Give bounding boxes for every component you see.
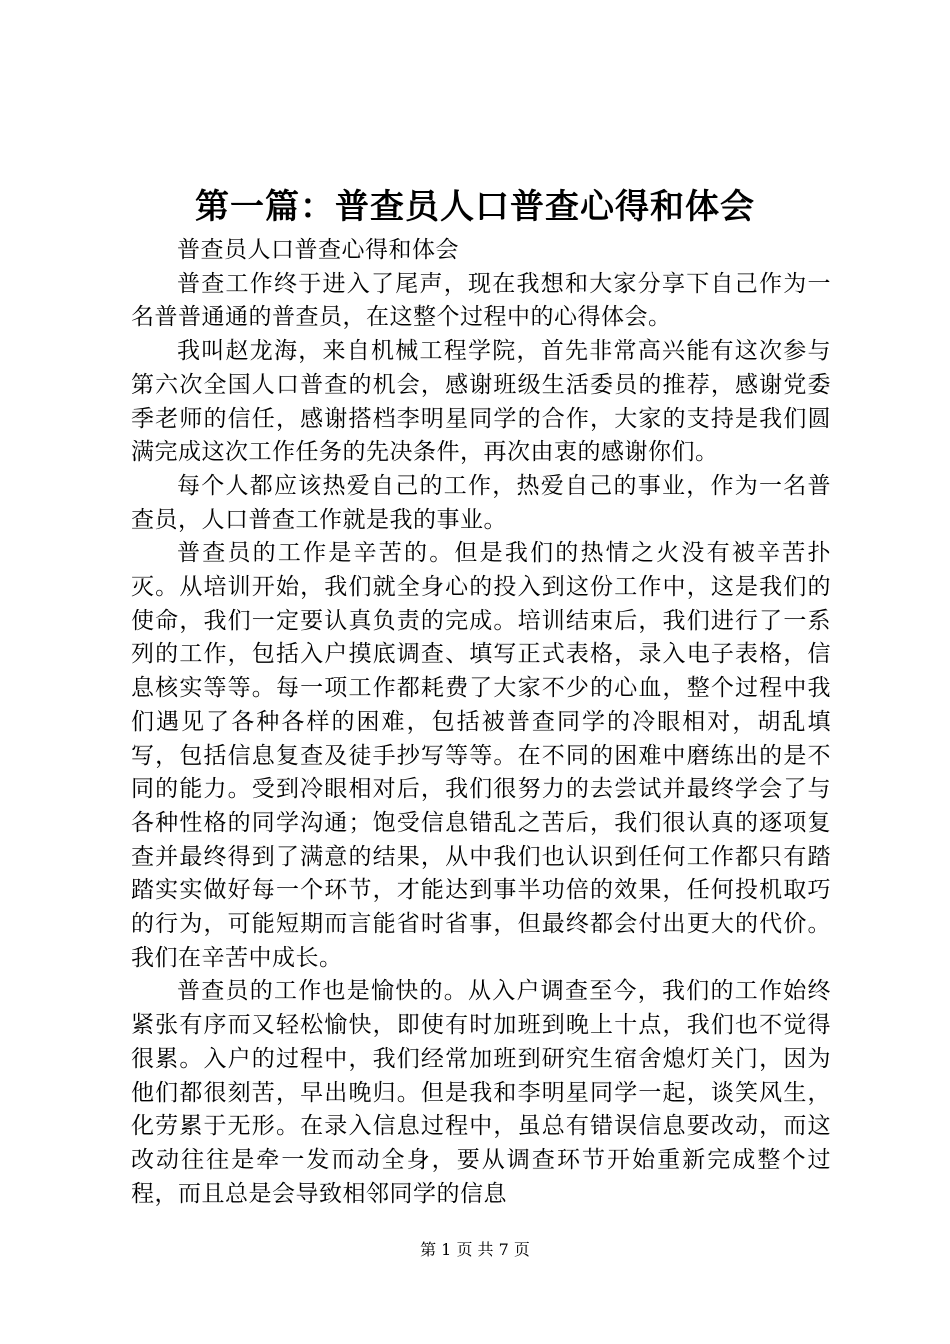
page-number-footer: 第 1 页 共 7 页 (420, 1240, 530, 1259)
document-body (131, 234, 831, 1211)
document-title: 第一篇：普查员人口普查心得和体会 (195, 187, 755, 227)
body-paragraph: 普查员的工作是辛苦的。但是我们的热情之火没有被辛苦扑灭。从培训开始，我们就全身心的投入到这份工作中，这是我们的使命，我们一定要认真负责的完成。培训结束后，我们进行了一系列的工作，包括入户摸底调查、填写正式表格，录入电子表格，信息核实等等。每一项工作都耗费了大家不少的心血，整个过程中我们遇见了各种各样的困难，包括被普查同学的冷眼相对，胡乱填写，包括信息复查及徒手抄写等等。在不同的困难中磨练出的是不同的能力。受到冷眼相对后，我们很努力的去尝试并最终学会了与各种性格的同学沟通；饱受信息错乱之苦后，我们很认真的逐项复查并最终得到了满意的结果，从中我们也认识到任何工作都只有踏踏实实做好每一个环节，才能达到事半功倍的效果，任何投机取巧的行为，可能短期而言能省时省事，但最终都会付出更大的代价。我们在辛苦中成长。 (131, 540, 831, 971)
body-paragraph: 普查工作终于进入了尾声，现在我想和大家分享下自己作为一名普普通通的普查员，在这整个过程中的心得体会。 (131, 270, 831, 331)
subtitle-paragraph: 普查员人口普查心得和体会 (177, 237, 459, 263)
body-paragraph: 我叫赵龙海，来自机械工程学院，首先非常高兴能有这次参与第六次全国人口普查的机会，感谢班级生活委员的推荐，感谢党委季老师的信任，感谢搭档李明星同学的合作，大家的支持是我们圆满完成这次工作任务的先决条件，再次由衷的感谢你们。 (131, 338, 831, 466)
body-paragraph: 普查员的工作也是愉快的。从入户调查至今，我们的工作始终紧张有序而又轻松愉快，即使有时加班到晚上十点，我们也不觉得很累。入户的过程中，我们经常加班到研究生宿舍熄灯关门，因为他们都很刻苦，早出晚归。但是我和李明星同学一起，谈笑风生，化劳累于无形。在录入信息过程中，虽总有错误信息要改动，而这改动往往是牵一发而动全身，要从调查环节开始重新完成整个过程，而且总是会导致相邻同学的信息 (131, 978, 831, 1207)
body-paragraph: 每个人都应该热爱自己的工作，热爱自己的事业，作为一名普查员，人口普查工作就是我的事业。 (131, 472, 831, 533)
